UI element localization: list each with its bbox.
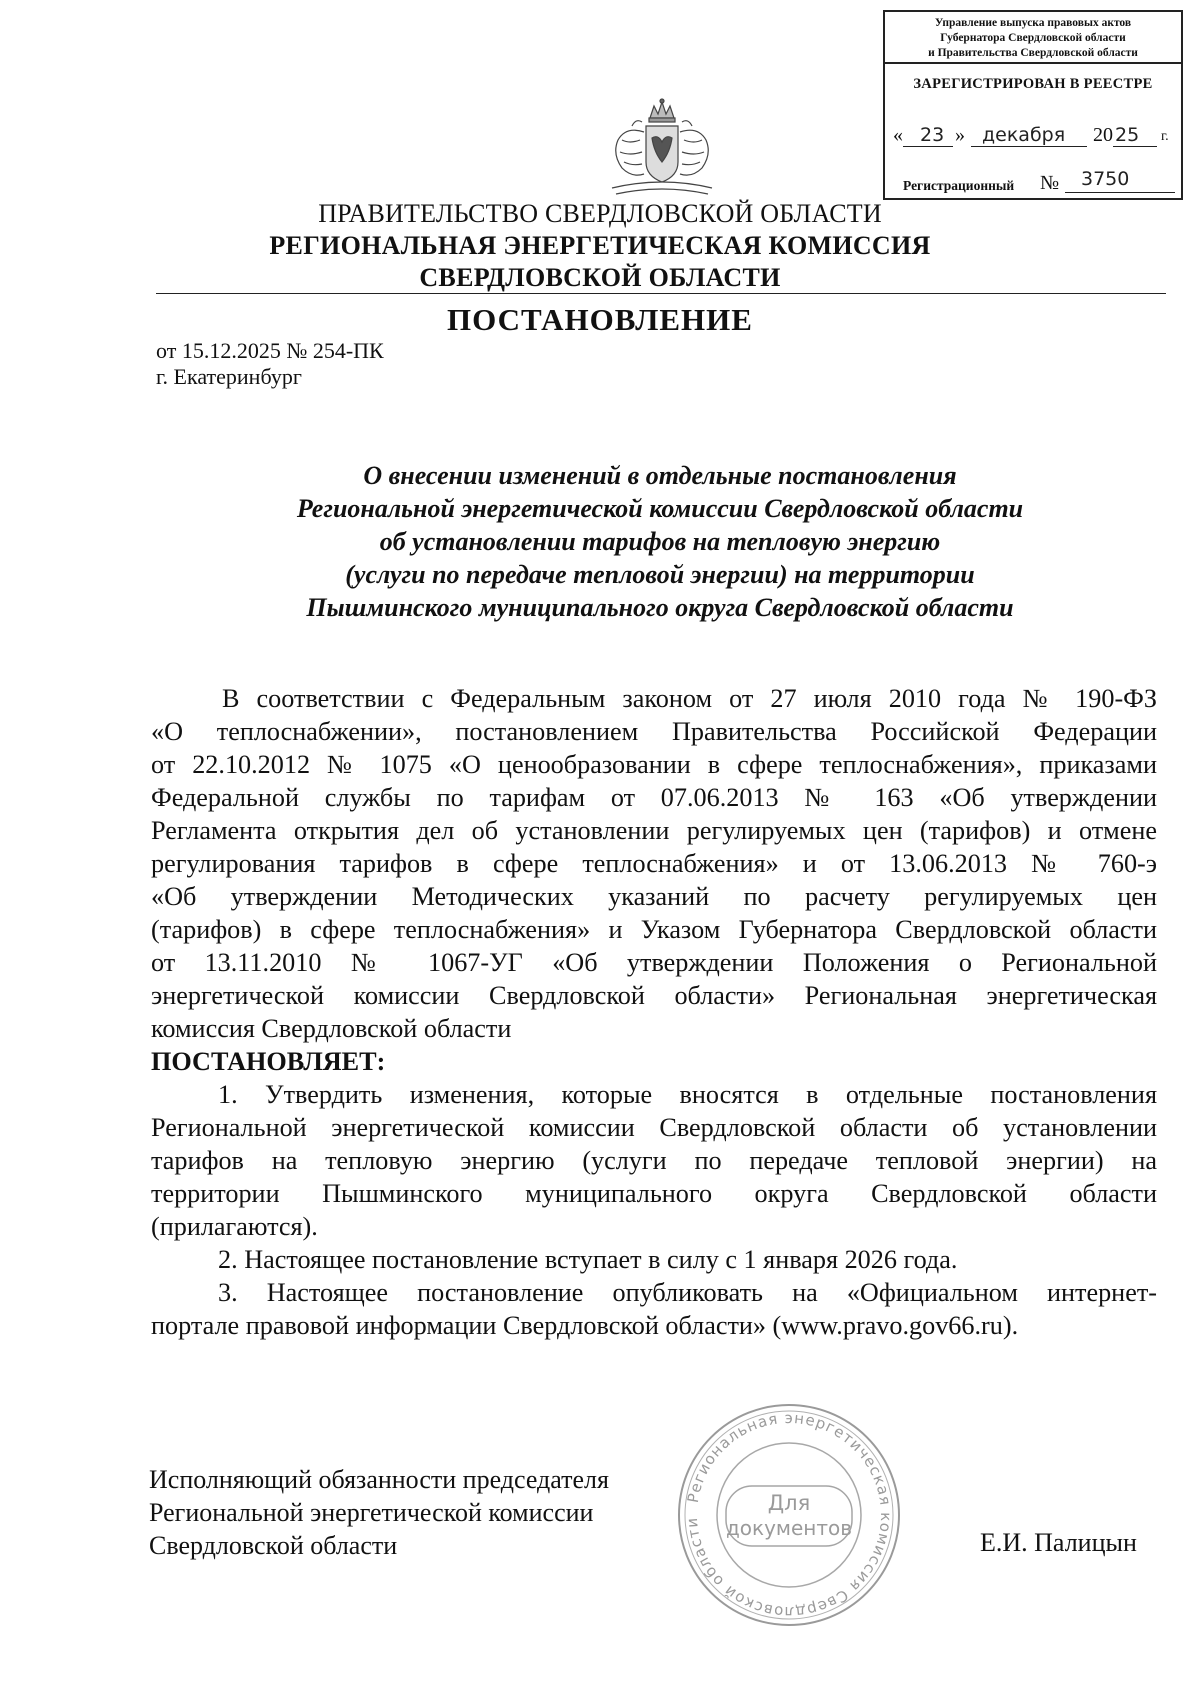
seal-center-line2: документов: [725, 1516, 853, 1540]
registry-year-prefix: 20: [1093, 124, 1113, 146]
preamble-line: от 13.11.2010 № 1067-УГ «Об утверждении Положения о Региональной: [151, 948, 1157, 977]
registry-header-line: и Правительства Свердловской области: [928, 47, 1138, 59]
registry-number-underline: [1065, 192, 1175, 193]
registry-title: ЗАРЕГИСТРИРОВАН В РЕЕСТРЕ: [913, 76, 1153, 92]
registry-date-close-quote: »: [955, 124, 965, 146]
signature-position-line: Региональной энергетической комиссии: [149, 1498, 594, 1527]
registry-header-line: Управление выпуска правовых актов: [934, 17, 1132, 29]
header-divider: [156, 293, 1166, 294]
document-date-number: от 15.12.2025 № 254-ПК: [156, 338, 384, 363]
preamble-line: комиссия Свердловской области: [151, 1014, 512, 1043]
registry-year-underline: [1113, 146, 1157, 147]
coat-of-arms-icon: [592, 96, 732, 200]
registry-header: [885, 12, 1181, 64]
registry-number-value: 3750: [1081, 168, 1130, 190]
document-city: г. Екатеринбург: [156, 364, 302, 389]
registry-day: 23: [920, 124, 945, 146]
registry-header-line: Губернатора Свердловской области: [940, 32, 1126, 44]
document-subject: [150, 459, 1170, 624]
subject-line: Региональной энергетической комиссии Свердловской области: [296, 494, 1024, 523]
seal-ring-text: Региональная энергетическая комиссия Свердловской области: [682, 1408, 896, 1622]
preamble-line: энергетической комиссии Свердловской области» Региональная энергетическая: [151, 981, 1157, 1010]
item2-line: 2. Настоящее постановление вступает в силу с 1 января 2026 года.: [218, 1245, 958, 1274]
item1-line: (прилагаются).: [151, 1212, 318, 1241]
signature-position-line: Свердловской области: [149, 1531, 398, 1560]
registry-number-row: [885, 168, 1185, 198]
item1-line: Региональной энергетической комиссии Свердловской области об установлении: [151, 1113, 1157, 1142]
registry-date-open-quote: «: [893, 124, 903, 146]
registry-date: [893, 124, 1179, 150]
preamble-line: В соответствии с Федеральным законом от 27 июля 2010 года № 190-ФЗ: [222, 684, 1157, 713]
preamble-line: Регламента открытия дел об установлении регулируемых цен (тарифов) и отмене: [151, 816, 1157, 845]
item1-line: тарифов на тепловую энергию (услуги по передаче тепловой энергии) на: [151, 1146, 1157, 1175]
item3-line: 3. Настоящее постановление опубликовать на «Официальном интернет-: [218, 1278, 1157, 1307]
subject-line: О внесении изменений в отдельные постановления: [363, 461, 957, 490]
official-seal-icon: [674, 1400, 904, 1630]
subject-line: Пышминского муниципального округа Свердловской области: [306, 593, 1014, 622]
registry-year-unit: г.: [1161, 129, 1169, 144]
registry-month-underline: [971, 146, 1087, 147]
document-body: [151, 682, 1157, 1342]
registry-day-underline: [903, 146, 953, 147]
registry-number-label: Регистрационный: [903, 178, 1015, 193]
item1-line: 1. Утвердить изменения, которые вносятся в отдельные постановления: [218, 1080, 1157, 1109]
signature-position: [149, 1463, 609, 1562]
government-name: ПРАВИТЕЛЬСТВО СВЕРДЛОВСКОЙ ОБЛАСТИ: [318, 199, 882, 228]
commission-name-line1: РЕГИОНАЛЬНАЯ ЭНЕРГЕТИЧЕСКАЯ КОМИССИЯ: [269, 231, 931, 260]
signature-position-line: Исполняющий обязанности председателя: [149, 1465, 609, 1494]
preamble-line: Федеральной службы по тарифам от 07.06.2013 № 163 «Об утверждении: [151, 783, 1157, 812]
preamble-line: регулирования тарифов в сфере теплоснабжения» и от 13.06.2013 № 760-э: [151, 849, 1157, 878]
seal-center-line1: Для: [767, 1491, 811, 1515]
item1-line: территории Пышминского муниципального округа Свердловской области: [151, 1179, 1157, 1208]
preamble-line: «Об утверждении Методических указаний по расчету регулируемых цен: [151, 882, 1157, 911]
item3-line: портале правовой информации Свердловской области» (www.pravo.gov66.ru).: [151, 1311, 1019, 1340]
preamble-line: «О теплоснабжении», постановлением Правительства Российской Федерации: [151, 717, 1157, 746]
registry-month: декабря: [982, 124, 1066, 146]
commission-name-line2: СВЕРДЛОВСКОЙ ОБЛАСТИ: [419, 263, 781, 292]
preamble-line: от 22.10.2012 № 1075 «О ценообразовании в сфере теплоснабжения», приказами: [151, 750, 1157, 779]
document-type-title: ПОСТАНОВЛЕНИЕ: [447, 302, 753, 337]
preamble-line: (тарифов) в сфере теплоснабжения» и Указом Губернатора Свердловской области: [151, 915, 1157, 944]
registry-stamp-box: [883, 10, 1183, 200]
subject-line: (услуги по передаче тепловой энергии) на территории: [345, 560, 975, 589]
registry-year-suffix: 25: [1115, 124, 1140, 146]
resolves-heading: ПОСТАНОВЛЯЕТ:: [151, 1047, 386, 1076]
registry-number-sign: №: [1040, 172, 1060, 194]
subject-line: об установлении тарифов на тепловую энергию: [379, 527, 941, 556]
signer-name: Е.И. Палицын: [980, 1528, 1137, 1557]
